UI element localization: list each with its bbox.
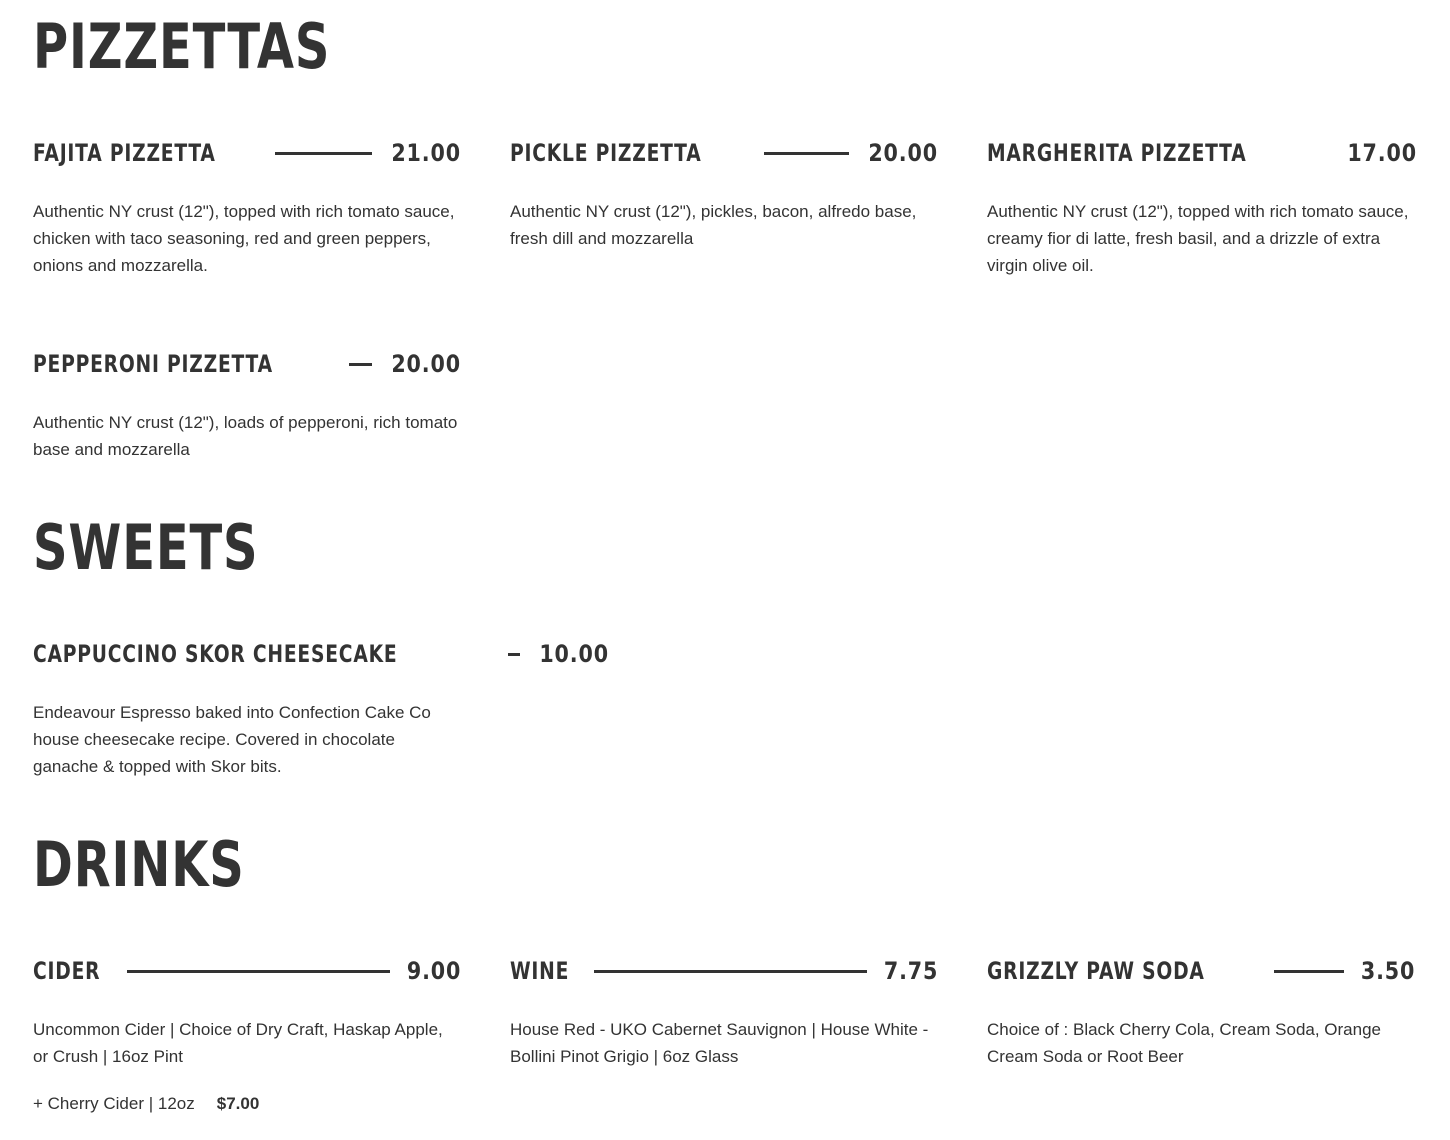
menu-item-wine (510, 956, 938, 1070)
addon-price: $7.00 (216, 1094, 260, 1113)
item-price: 20.00 (391, 350, 461, 378)
section-title-sweets: SWEETS (33, 511, 259, 584)
item-name: CIDER (33, 957, 101, 985)
item-description: Uncommon Cider | Choice of Dry Craft, Haskap Apple, or Crush | 16oz Pint (33, 1020, 443, 1066)
item-description: Authentic NY crust (12"), pickles, bacon, alfredo base, fresh dill and mozzarella (510, 202, 917, 248)
item-description: Authentic NY crust (12"), topped with rich tomato sauce, creamy fior di latte, fresh basil, and a drizzle of extra virgin olive oil. (987, 202, 1409, 275)
item-description: Choice of : Black Cherry Cola, Cream Soda, Orange Cream Soda or Root Beer (987, 1020, 1382, 1066)
item-name: PEPPERONI PIZZETTA (33, 350, 273, 378)
leader-line (508, 653, 520, 656)
item-price: 9.00 (406, 957, 461, 985)
leader-line (349, 363, 373, 366)
menu-item-cappuccino-skor-cheesecake (33, 639, 610, 780)
menu-item-pepperoni-pizzetta (33, 349, 461, 463)
leader-line (1274, 970, 1344, 973)
item-price: 17.00 (1347, 139, 1417, 167)
menu-item-pickle-pizzetta (510, 138, 938, 252)
item-price: 10.00 (539, 640, 610, 668)
item-description: House Red - UKO Cabernet Sauvignon | House White - Bollini Pinot Grigio | 6oz Glass (510, 1020, 929, 1066)
section-title-pizzettas: PIZZETTAS (33, 10, 331, 83)
item-name: GRIZZLY PAW SODA (987, 957, 1205, 985)
menu-item-fajita-pizzetta (33, 138, 461, 279)
item-price: 7.75 (883, 957, 938, 985)
menu-item-grizzly-paw-soda (987, 956, 1415, 1070)
leader-line (127, 970, 389, 973)
leader-line (764, 152, 850, 155)
menu-item-cider (33, 956, 461, 1070)
item-name: WINE (510, 957, 570, 985)
item-description: Authentic NY crust (12"), loads of pepperoni, rich tomato base and mozzarella (33, 413, 458, 459)
item-name: CAPPUCCINO SKOR CHEESECAKE (33, 640, 398, 668)
addon-cherry-cider (33, 1091, 259, 1116)
item-description: Endeavour Espresso baked into Confection Cake Co house cheesecake recipe. Covered in chocolate ganache & topped with Skor bits. (33, 703, 431, 776)
item-price: 21.00 (391, 139, 461, 167)
item-name: FAJITA PIZZETTA (33, 139, 216, 167)
leader-line (275, 152, 372, 155)
item-description: Authentic NY crust (12"), topped with rich tomato sauce, chicken with taco seasoning, red and green peppers, onions and mozzarella. (33, 202, 455, 275)
section-title-drinks: DRINKS (33, 828, 245, 901)
item-price: 20.00 (868, 139, 938, 167)
leader-line (594, 970, 867, 973)
addon-label: + Cherry Cider | 12oz (33, 1094, 195, 1113)
item-name: PICKLE PIZZETTA (510, 139, 702, 167)
item-price: 3.50 (1360, 957, 1415, 985)
item-name: MARGHERITA PIZZETTA (987, 139, 1247, 167)
menu-item-margherita-pizzetta (987, 138, 1415, 279)
